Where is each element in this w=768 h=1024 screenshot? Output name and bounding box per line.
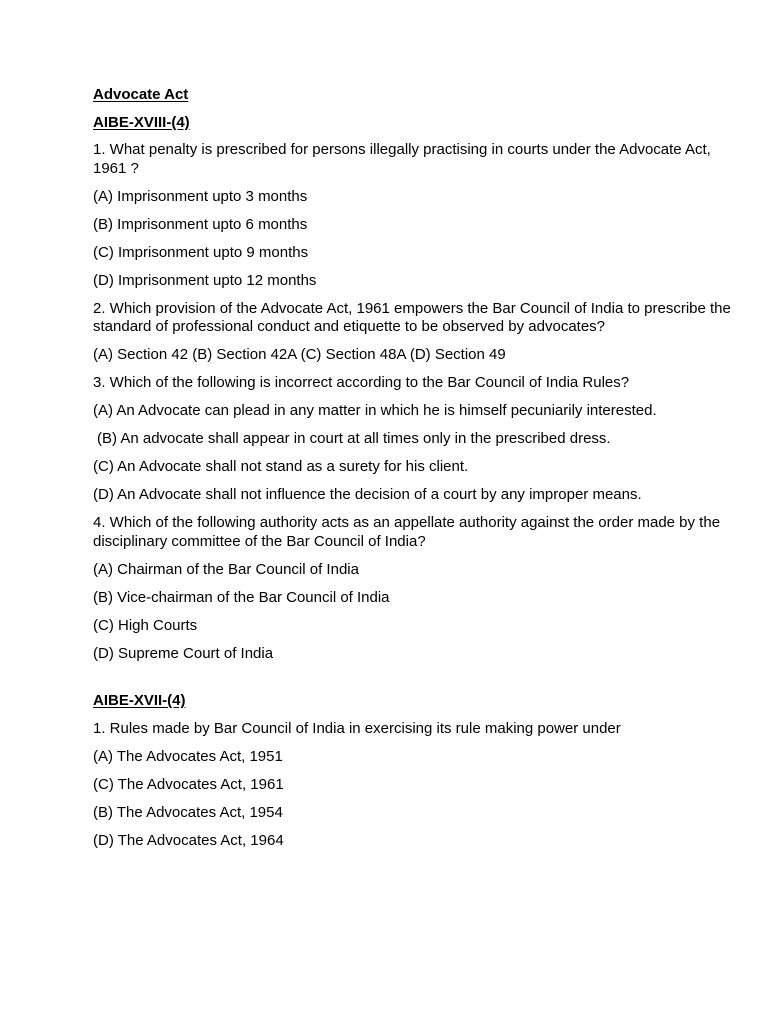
section-heading: AIBE-XVII-(4) bbox=[93, 692, 186, 709]
answer-option: (D) The Advocates Act, 1964 bbox=[93, 831, 284, 849]
answer-option: (D) Supreme Court of India bbox=[93, 644, 274, 662]
answer-option: (D) An Advocate shall not influence the decision of a court by any improper means. bbox=[93, 486, 642, 503]
question-text: 4. Which of the following authority acts as an appellate authority against the order made by the disciplinary committee of the Bar Council of India? bbox=[93, 514, 721, 550]
answer-option: (A) An Advocate can plead in any matter in which he is himself pecuniarily interested. bbox=[93, 402, 657, 419]
answer-option: (C) High Courts bbox=[93, 616, 198, 634]
answer-option: (B) Vice-chairman of the Bar Council of India bbox=[93, 588, 390, 606]
answer-option: (B) An advocate shall appear in court at all times only in the prescribed dress. bbox=[97, 430, 611, 447]
document-page bbox=[93, 86, 733, 860]
answer-option: (C) The Advocates Act, 1961 bbox=[93, 775, 284, 793]
question-text: 1. Rules made by Bar Council of India in exercising its rule making power under bbox=[93, 719, 621, 737]
question-text: 3. Which of the following is incorrect according to the Bar Council of India Rules? bbox=[93, 374, 630, 391]
answer-option: (B) The Advocates Act, 1954 bbox=[93, 803, 283, 821]
answer-option: (D) Imprisonment upto 12 months bbox=[93, 271, 317, 289]
question-text: 2. Which provision of the Advocate Act, 1961 empowers the Bar Council of India to prescribe the standard of professional conduct and etiquette to be observed by advocates? bbox=[93, 299, 731, 335]
question-text: 1. What penalty is prescribed for persons illegally practising in courts under the Advocate Act, 1961 ? bbox=[93, 141, 711, 177]
document-title: Advocate Act bbox=[93, 86, 189, 103]
answer-option: (A) Imprisonment upto 3 months bbox=[93, 187, 308, 205]
answer-option: (A) Chairman of the Bar Council of India bbox=[93, 560, 359, 578]
answer-option: (C) An Advocate shall not stand as a surety for his client. bbox=[93, 458, 469, 475]
answer-option: (A) The Advocates Act, 1951 bbox=[93, 747, 283, 765]
answer-option: (C) Imprisonment upto 9 months bbox=[93, 243, 309, 261]
section-heading: AIBE-XVIII-(4) bbox=[93, 113, 190, 131]
answer-option: (A) Section 42 (B) Section 42A (C) Section 48A (D) Section 49 bbox=[93, 346, 506, 363]
answer-option: (B) Imprisonment upto 6 months bbox=[93, 215, 308, 233]
